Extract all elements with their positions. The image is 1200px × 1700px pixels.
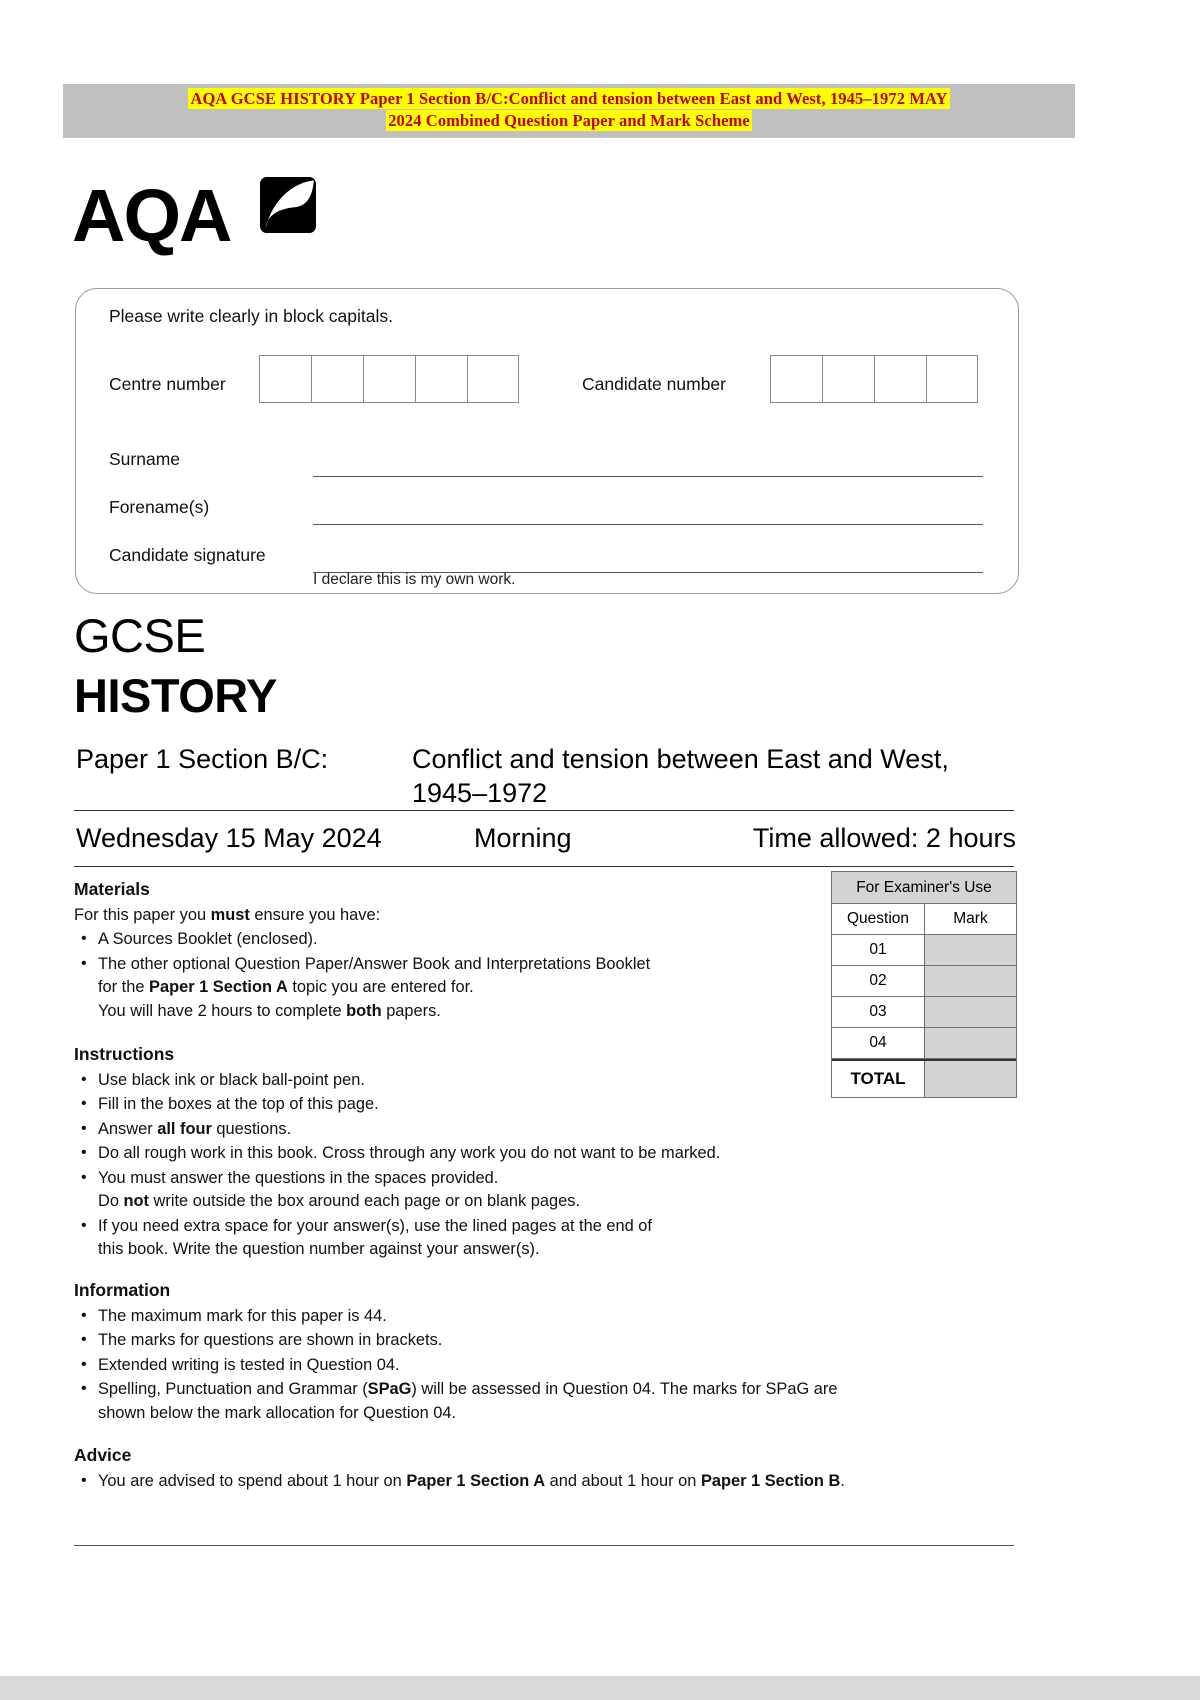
advice-list bbox=[74, 1470, 1004, 1494]
list-item bbox=[98, 1354, 1004, 1378]
list-item bbox=[98, 1118, 1004, 1142]
instruction-3-a: Answer bbox=[98, 1119, 158, 1138]
forename-input[interactable] bbox=[313, 524, 983, 525]
table-row bbox=[832, 997, 1016, 1028]
list-item bbox=[98, 1470, 1004, 1494]
column-header-question: Question bbox=[832, 904, 925, 934]
information-4-line2: shown below the mark allocation for Question 04. bbox=[98, 1403, 457, 1422]
information-heading: Information bbox=[74, 1280, 171, 1300]
question-number: 02 bbox=[832, 966, 925, 996]
banner-line-2 bbox=[63, 110, 1075, 132]
exam-time-allowed: Time allowed: 2 hours bbox=[752, 823, 1016, 853]
materials-item-2-line3 bbox=[98, 1000, 834, 1024]
mark-entry-cell[interactable] bbox=[925, 1028, 1016, 1058]
qualification-title: GCSE bbox=[74, 609, 206, 662]
advice-section bbox=[74, 1444, 1004, 1494]
table-row bbox=[832, 966, 1016, 997]
document-title-banner bbox=[63, 84, 1075, 138]
instruction-6-line1: If you need extra space for your answer(s), use the lined pages at the end of bbox=[98, 1216, 652, 1235]
information-1: The maximum mark for this paper is 44. bbox=[98, 1306, 387, 1325]
table-header-row bbox=[832, 904, 1016, 935]
candidate-signature-label: Candidate signature bbox=[109, 545, 266, 565]
information-3: Extended writing is tested in Question 04. bbox=[98, 1355, 400, 1374]
examiner-use-table bbox=[831, 871, 1017, 1098]
centre-number-cell[interactable] bbox=[467, 355, 519, 403]
materials-item-2-c: topic you are entered for. bbox=[287, 978, 474, 996]
candidate-number-cell[interactable] bbox=[822, 355, 874, 403]
materials-item-2-bold2: both bbox=[346, 1001, 382, 1020]
centre-number-cell[interactable] bbox=[259, 355, 311, 403]
block-capitals-instruction: Please write clearly in block capitals. bbox=[109, 306, 394, 326]
candidate-number-cell[interactable] bbox=[926, 355, 978, 403]
materials-item-2-e: papers. bbox=[381, 1001, 441, 1020]
information-4-b: ) will be assessed in Question 04. The marks for SPaG are bbox=[411, 1380, 838, 1398]
instruction-1: Use black ink or black ball-point pen. bbox=[98, 1070, 365, 1089]
materials-item-2-bold: Paper 1 Section A bbox=[149, 978, 288, 996]
centre-number-cell[interactable] bbox=[311, 355, 363, 403]
list-item bbox=[98, 1378, 1004, 1425]
footer-divider bbox=[74, 1545, 1014, 1546]
candidate-number-input[interactable] bbox=[770, 355, 978, 403]
surname-input[interactable] bbox=[313, 476, 983, 477]
question-number: 03 bbox=[832, 997, 925, 1027]
instruction-5-line2 bbox=[98, 1190, 1004, 1214]
column-header-mark: Mark bbox=[925, 904, 1016, 934]
paper-title bbox=[412, 742, 1012, 810]
materials-item-1: A Sources Booklet (enclosed). bbox=[98, 930, 318, 948]
question-number: 01 bbox=[832, 935, 925, 965]
paper-title-line-2: 1945–1972 bbox=[412, 778, 548, 808]
candidate-details-box bbox=[75, 288, 1019, 594]
paper-label: Paper 1 Section B/C: bbox=[76, 744, 329, 774]
materials-item-2-line1: The other optional Question Paper/Answer Book and Interpretations Booklet bbox=[98, 954, 651, 973]
total-label: TOTAL bbox=[832, 1061, 925, 1097]
instruction-2: Fill in the boxes at the top of this page. bbox=[98, 1095, 379, 1113]
materials-list bbox=[74, 928, 834, 1023]
instruction-3-b: questions. bbox=[211, 1119, 292, 1138]
candidate-number-cell[interactable] bbox=[770, 355, 822, 403]
information-section bbox=[74, 1279, 1004, 1426]
materials-intro-bold: must bbox=[210, 905, 250, 924]
banner-line-1-text: AQA GCSE HISTORY Paper 1 Section B/C:Conflict and tension between East and West, 1945–1972 MAY bbox=[190, 89, 948, 108]
candidate-number-label: Candidate number bbox=[582, 374, 726, 394]
information-4-bold: SPaG bbox=[367, 1380, 412, 1398]
information-2: The marks for questions are shown in brackets. bbox=[98, 1331, 443, 1349]
advice-1-c: . bbox=[840, 1471, 845, 1490]
instruction-5-bold: not bbox=[123, 1192, 149, 1210]
materials-item-2-line2 bbox=[98, 976, 834, 1000]
information-list bbox=[74, 1305, 1004, 1426]
declaration-text: I declare this is my own work. bbox=[313, 571, 516, 588]
page-edge-shadow bbox=[0, 1676, 1200, 1700]
materials-intro-a: For this paper you bbox=[74, 905, 211, 924]
surname-label: Surname bbox=[109, 449, 181, 469]
aqa-leaf-icon bbox=[260, 177, 316, 233]
centre-number-label: Centre number bbox=[109, 374, 226, 394]
materials-section bbox=[74, 878, 834, 1024]
advice-1-a: You are advised to spend about 1 hour on bbox=[98, 1471, 407, 1490]
list-item bbox=[98, 1215, 1004, 1262]
candidate-number-cell[interactable] bbox=[874, 355, 926, 403]
aqa-wordmark: AQA bbox=[72, 174, 231, 257]
exam-datetime-bar bbox=[76, 823, 1016, 859]
list-item bbox=[98, 1329, 1004, 1353]
instruction-6-line2: this book. Write the question number against your answer(s). bbox=[98, 1240, 540, 1258]
advice-1-bold-2: Paper 1 Section B bbox=[700, 1471, 841, 1490]
exam-session: Morning bbox=[474, 823, 572, 853]
materials-item-2-b: for the bbox=[98, 978, 150, 996]
list-item bbox=[98, 1167, 1004, 1214]
banner-line-2-text: 2024 Combined Question Paper and Mark Scheme bbox=[388, 111, 750, 130]
materials-item-2-d: You will have 2 hours to complete bbox=[98, 1001, 347, 1020]
mark-entry-cell[interactable] bbox=[925, 997, 1016, 1027]
question-number: 04 bbox=[832, 1028, 925, 1058]
centre-number-input[interactable] bbox=[259, 355, 519, 403]
list-item bbox=[98, 1142, 1004, 1166]
list-item bbox=[98, 1305, 1004, 1329]
table-row bbox=[832, 935, 1016, 966]
instruction-5-c: write outside the box around each page or on blank pages. bbox=[149, 1192, 581, 1210]
paper-title-line-1: Conflict and tension between East and West, bbox=[412, 744, 949, 774]
mark-entry-cell[interactable] bbox=[925, 966, 1016, 996]
datebar-divider bbox=[74, 866, 1014, 867]
table-row-total bbox=[832, 1059, 1016, 1097]
total-mark-cell[interactable] bbox=[925, 1061, 1016, 1097]
advice-heading: Advice bbox=[74, 1445, 132, 1465]
banner-line-1 bbox=[63, 88, 1075, 110]
exam-date: Wednesday 15 May 2024 bbox=[76, 823, 382, 853]
list-item bbox=[98, 953, 834, 1024]
title-divider bbox=[74, 810, 1014, 811]
list-item bbox=[98, 928, 834, 952]
advice-1-b: and about 1 hour on bbox=[545, 1471, 701, 1490]
subject-title: HISTORY bbox=[74, 669, 277, 722]
table-row bbox=[832, 1028, 1016, 1059]
centre-number-cell[interactable] bbox=[415, 355, 467, 403]
advice-1-bold-1: Paper 1 Section A bbox=[406, 1471, 546, 1490]
instructions-heading: Instructions bbox=[74, 1044, 175, 1064]
materials-heading: Materials bbox=[74, 879, 150, 899]
materials-intro bbox=[74, 904, 834, 928]
materials-intro-c: ensure you have: bbox=[249, 905, 381, 924]
instruction-5-line1: You must answer the questions in the spaces provided. bbox=[98, 1168, 499, 1187]
mark-entry-cell[interactable] bbox=[925, 935, 1016, 965]
information-4-a: Spelling, Punctuation and Grammar ( bbox=[98, 1380, 368, 1398]
examiner-table-title: For Examiner's Use bbox=[832, 872, 1016, 904]
instruction-5-b: Do bbox=[98, 1192, 124, 1210]
instruction-3-bold: all four bbox=[157, 1119, 212, 1138]
aqa-logo bbox=[72, 172, 332, 267]
centre-number-cell[interactable] bbox=[363, 355, 415, 403]
forename-label: Forename(s) bbox=[109, 497, 210, 517]
instruction-4: Do all rough work in this book. Cross through any work you do not want to be marked. bbox=[98, 1144, 721, 1162]
